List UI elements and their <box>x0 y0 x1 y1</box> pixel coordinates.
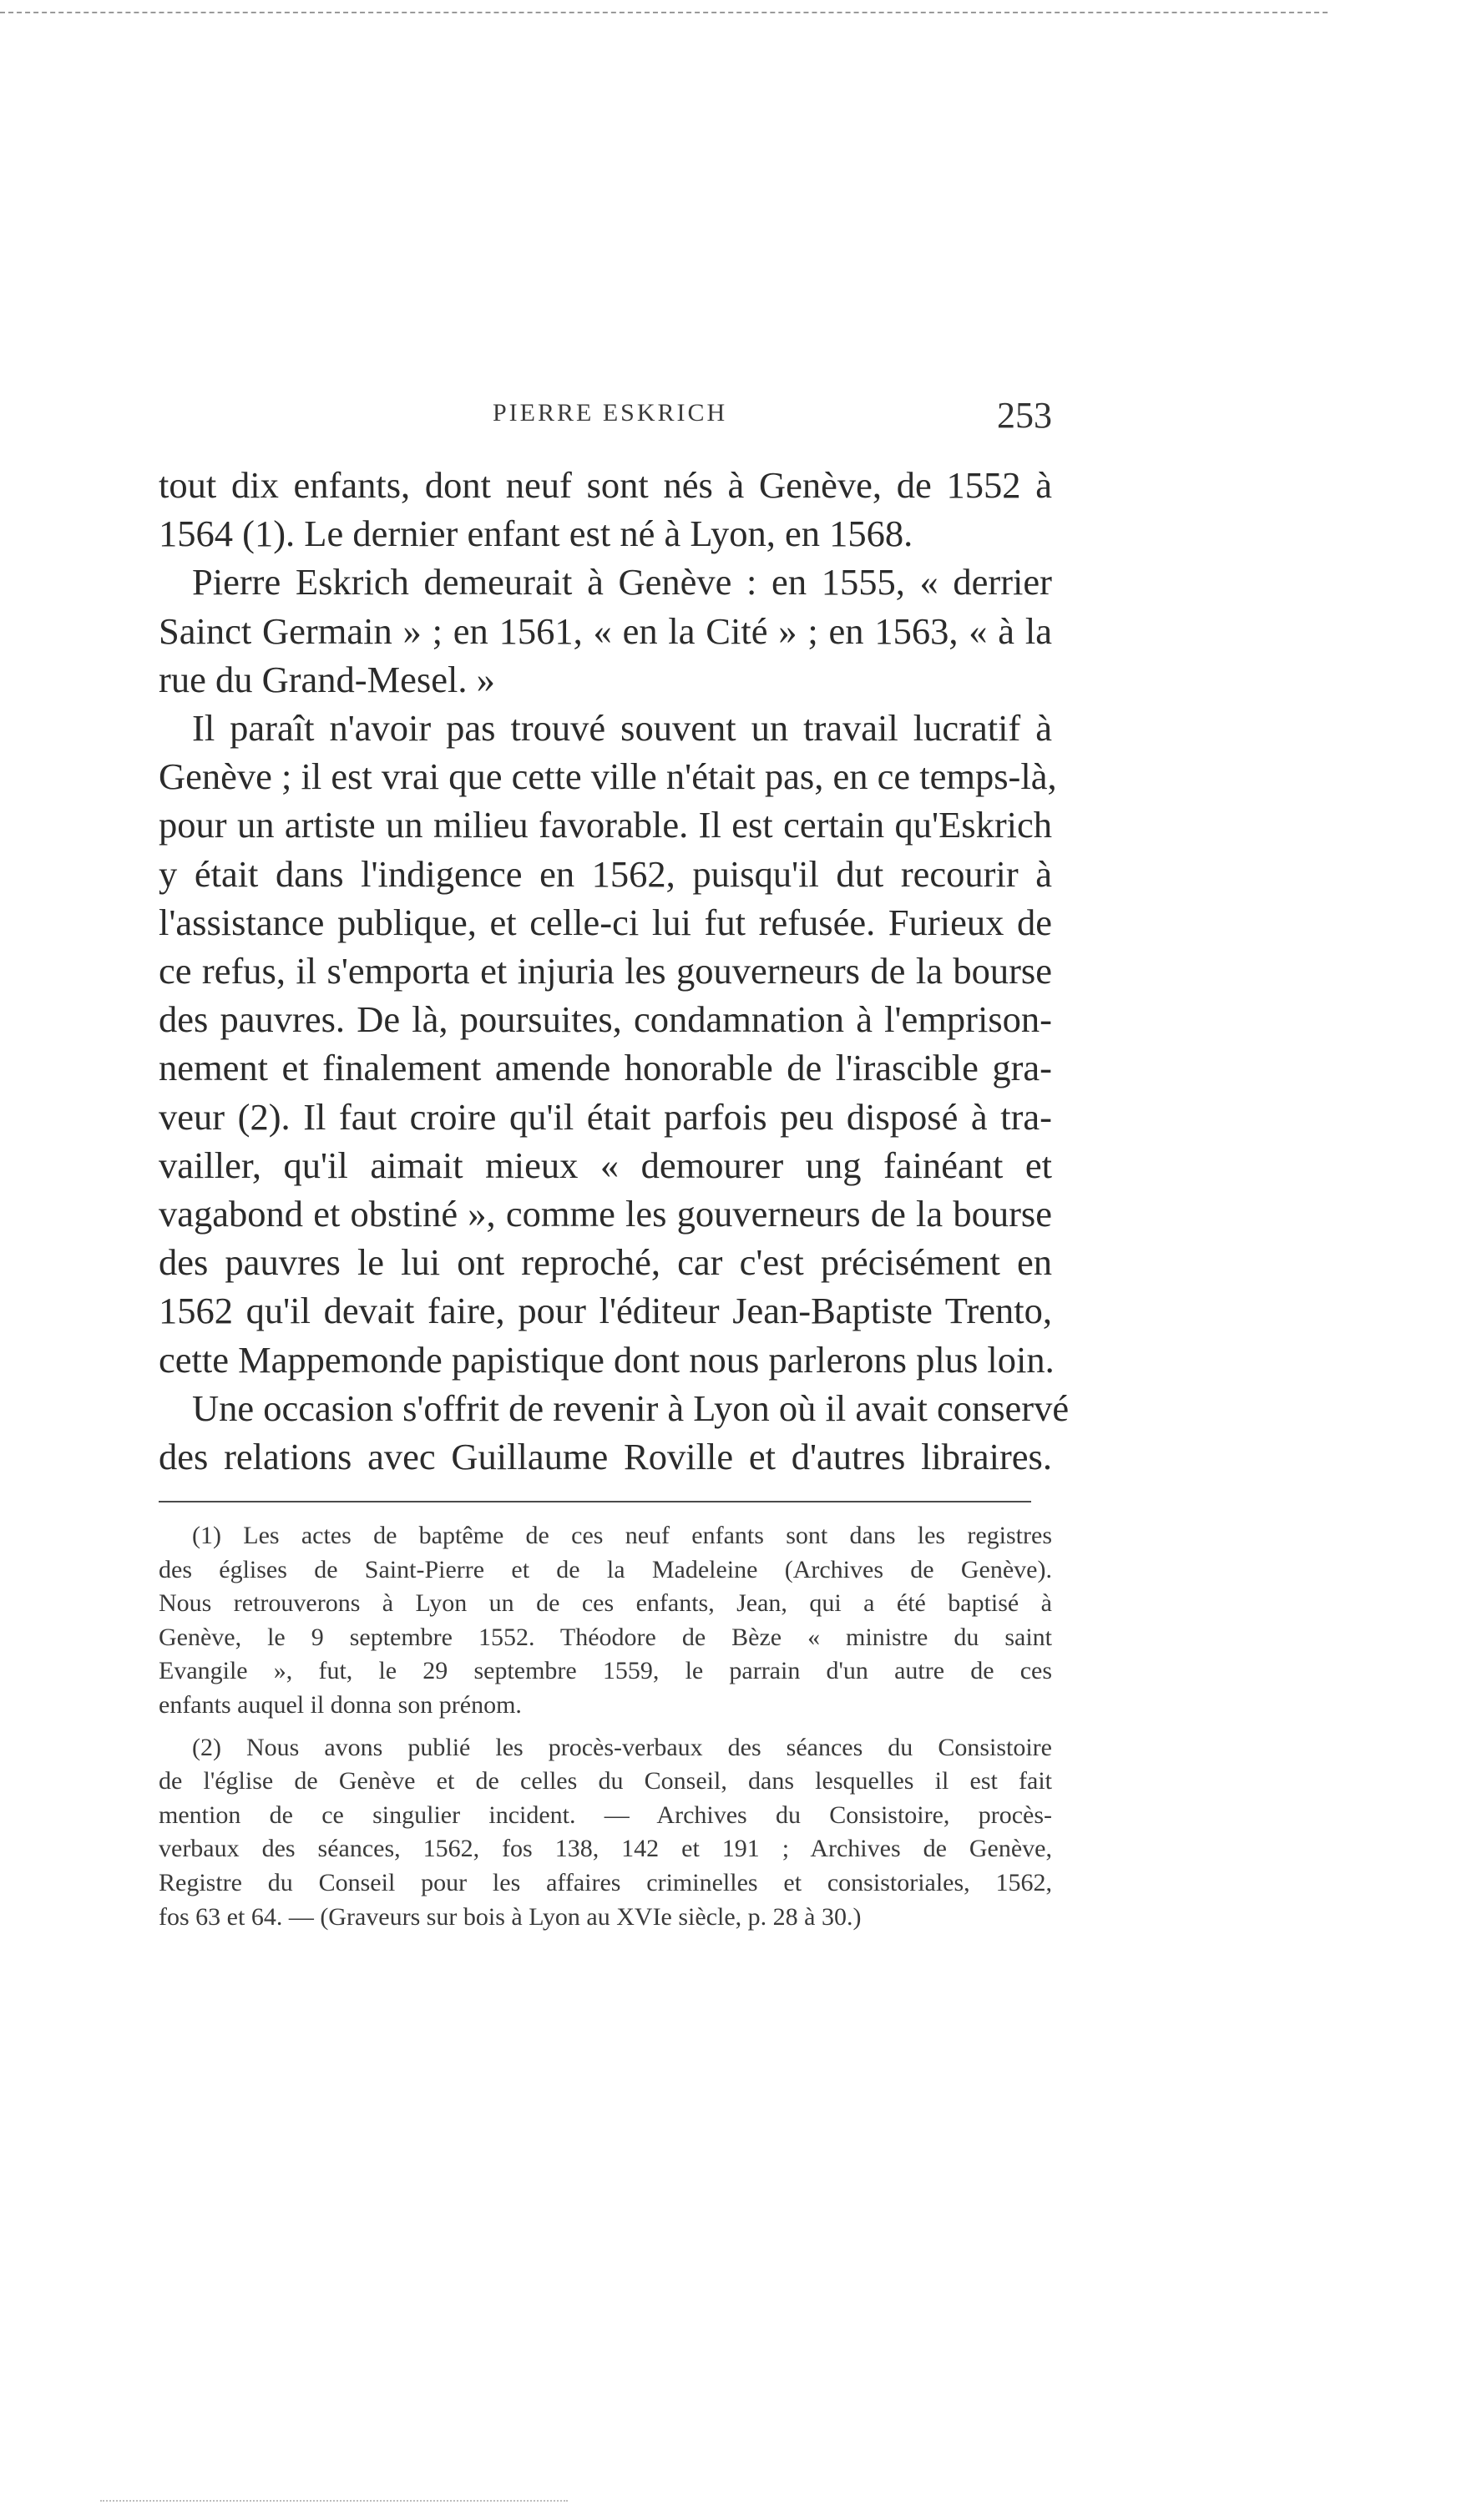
body-line: ce refus, il s'emporta et injuria les gouverneurs de la bourse <box>159 950 1052 992</box>
running-title: PIERRE ESKRICH <box>493 399 728 427</box>
body-line: Il paraît n'avoir pas trouvé souvent un travail lucratif à <box>192 707 1052 750</box>
footnote-line: Evangile », fut, le 29 septembre 1559, le parrain d'un autre de ces <box>159 1657 1052 1685</box>
body-line: rue du Grand-Mesel. » <box>159 658 495 700</box>
body-line: 1562 qu'il devait faire, pour l'éditeur Jean-Baptiste Trento, <box>159 1290 1052 1332</box>
page-number: 253 <box>997 395 1052 436</box>
running-header <box>159 395 1052 441</box>
footnote-line: Registre du Conseil pour les affaires criminelles et consistoriales, 1562, <box>159 1868 1052 1896</box>
footnote-line: des églises de Saint-Pierre et de la Madeleine (Archives de Genève). <box>159 1555 1052 1583</box>
body-line: Genève ; il est vrai que cette ville n'était pas, en ce temps-là, <box>159 755 1057 798</box>
body-line: Une occasion s'offrit de revenir à Lyon où il avait conservé <box>192 1386 1070 1429</box>
body-line: l'assistance publique, et celle-ci lui fut refusée. Furieux de <box>159 901 1052 943</box>
top-edge-rule <box>0 12 1328 13</box>
body-line: cette Mappemonde papistique dont nous parlerons plus loin. <box>159 1338 1055 1381</box>
body-line: tout dix enfants, dont neuf sont nés à Genève, de 1552 à <box>159 464 1052 506</box>
footnote-line: fos 63 et 64. — (Graveurs sur bois à Lyon au XVIe siècle, p. 28 à 30.) <box>159 1902 862 1931</box>
body-line: veur (2). Il faut croire qu'il était parfois peu disposé à tra- <box>159 1095 1052 1138</box>
footnote-line: Nous retrouverons à Lyon un de ces enfants, Jean, qui a été baptisé à <box>159 1589 1052 1618</box>
footnote-line: verbaux des séances, 1562, fos 138, 142 et 191 ; Archives de Genève, <box>159 1835 1052 1863</box>
body-line: vagabond et obstiné », comme les gouverneurs de la bourse <box>159 1193 1052 1235</box>
body-line: des relations avec Guillaume Roville et d'autres libraires. <box>159 1436 1052 1478</box>
body-line: pour un artiste un milieu favorable. Il est certain qu'Eskrich <box>159 804 1052 846</box>
body-line: des pauvres le lui ont reproché, car c'est précisément en <box>159 1241 1052 1284</box>
body-text <box>159 461 1070 1481</box>
footnote-line: (1) Les actes de baptême de ces neuf enfants sont dans les registres <box>192 1522 1052 1549</box>
footnote-line: Genève, le 9 septembre 1552. Théodore de Bèze « ministre du saint <box>159 1623 1052 1651</box>
bottom-edge-marks <box>100 2500 568 2502</box>
footnote-line: (2) Nous avons publié les procès-verbaux des séances du Consistoire <box>192 1733 1052 1761</box>
body-line: Sainct Germain » ; en 1561, « en la Cité » ; en 1563, « à la <box>159 609 1052 652</box>
body-line: 1564 (1). Le dernier enfant est né à Lyon, en 1568. <box>159 513 913 555</box>
footnote-line: de l'église de Genève et de celles du Conseil, dans lesquelles il est fait <box>159 1767 1052 1795</box>
body-line: Pierre Eskrich demeurait à Genève : en 1555, « derrier <box>192 561 1052 603</box>
footnote-line: mention de ce singulier incident. — Archives du Consistoire, procès- <box>159 1800 1052 1829</box>
body-line: y était dans l'indigence en 1562, puisqu'il dut recourir à <box>159 852 1052 895</box>
body-line: nement et finalement amende honorable de l'irascible gra- <box>159 1047 1052 1089</box>
footnote-separator <box>159 1501 1031 1502</box>
body-line: vailler, qu'il aimait mieux « demourer ung fainéant et <box>159 1144 1052 1186</box>
footnote-line: enfants auquel il donna son prénom. <box>159 1690 522 1719</box>
body-line: des pauvres. De là, poursuites, condamnation à l'emprison- <box>159 998 1052 1041</box>
footnotes <box>159 1519 1052 1934</box>
